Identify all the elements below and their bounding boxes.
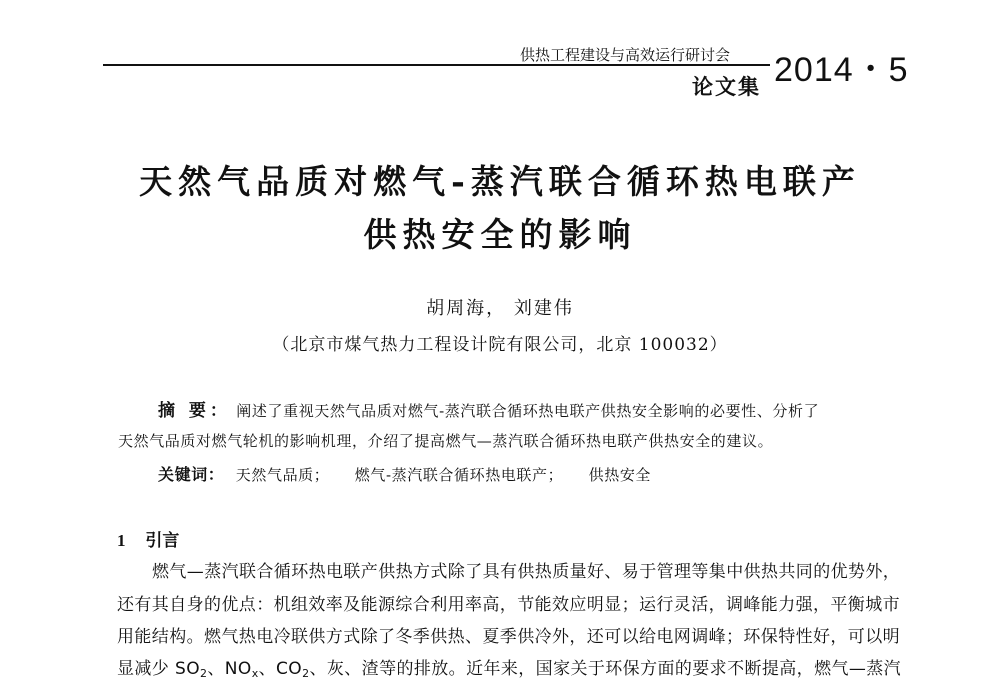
paper-title-line-2: 供热安全的影响 <box>363 215 637 254</box>
conference-name: 供热工程建设与高效运行研讨会 <box>520 46 731 64</box>
body-text-segment: 、NO <box>207 659 252 679</box>
body-line-1: 燃气—蒸汽联合循环热电联产供热方式除了具有供热质量好、易于管理等集中供热共同的优势外， <box>152 562 901 582</box>
abstract-line-2: 天然气品质对燃气轮机的影响机理，介绍了提高燃气—蒸汽联合循环热电联产供热安全的建议。 <box>118 432 774 450</box>
section-title: 引言 <box>145 531 180 551</box>
keywords-line <box>158 462 665 485</box>
proceedings-label: 论文集 <box>692 75 761 99</box>
subscript: x <box>251 667 259 680</box>
keywords-label: 关键词： <box>158 465 225 484</box>
body-text-segment: 、CO <box>258 659 303 679</box>
abstract-line-1 <box>158 396 819 421</box>
body-text-segment: 、灰、渣等的排放。近年来，国家关于环保方面的要求不断提高，燃气—蒸汽 <box>309 659 902 679</box>
authors: 胡周海， 刘建伟 <box>426 298 574 319</box>
body-line-3: 用能结构。燃气热电冷联供方式除了冬季供热、夏季供冷外，还可以给电网调峰；环保特性好，可以明 <box>117 627 900 647</box>
abstract-text-1: 阐述了重视天然气品质对燃气-蒸汽联合循环热电联产供热安全影响的必要性、分析了 <box>236 402 820 420</box>
section-heading <box>117 526 179 551</box>
subscript: 2 <box>302 667 310 680</box>
body-line-2: 还有其自身的优点：机组效率及能源综合利用率高，节能效应明显；运行灵活，调峰能力强，平衡城市 <box>117 595 900 615</box>
keyword-item: 天然气品质； <box>235 466 330 484</box>
year-issue: 2014・5 <box>774 51 909 89</box>
keyword-item: 燃气-蒸汽联合循环热电联产； <box>354 466 564 484</box>
subscript: 2 <box>199 667 208 680</box>
abstract-label: 摘 要： <box>158 401 231 421</box>
section-number: 1 <box>117 531 126 550</box>
keyword-item: 供热安全 <box>588 466 652 484</box>
body-line-4 <box>117 654 901 679</box>
body-text-segment: 显减少 SO <box>117 659 200 679</box>
paper-title-line-1: 天然气品质对燃气-蒸汽联合循环热电联产 <box>139 162 861 201</box>
affiliation: （北京市煤气热力工程设计院有限公司，北京 100032） <box>272 335 728 355</box>
